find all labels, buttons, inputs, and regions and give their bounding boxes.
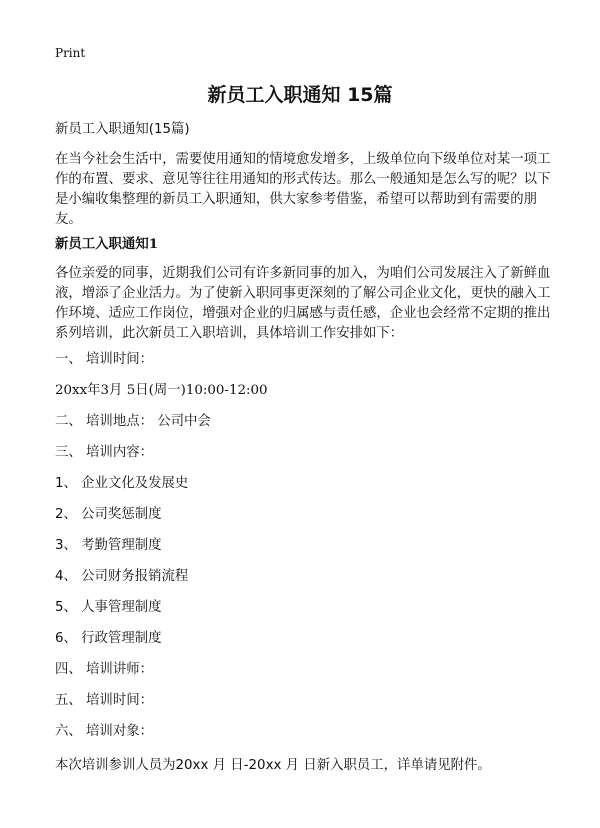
print-label: Print	[55, 46, 86, 60]
list-item: 6、 行政管理制度	[55, 631, 162, 646]
section-heading: 新员工入职通知1	[55, 236, 159, 252]
list-item: 二、 培训地点： 公司中会	[55, 414, 211, 429]
document-title: 新员工入职通知 15篇	[207, 84, 393, 106]
list-item: 四、 培训讲师：	[55, 662, 153, 677]
list-item: 1、 企业文化及发展史	[55, 476, 189, 491]
list-item: 六、 培训对象：	[55, 724, 153, 739]
list-item: 4、 公司财务报销流程	[55, 569, 189, 584]
list-item: 本次培训参训人员为20xx 月 日-20xx 月 日新入职员工，详单请见附件。	[55, 758, 491, 773]
list-item: 三、 培训内容：	[55, 445, 153, 460]
section-body-paragraph: 各位亲爱的同事，近期我们公司有许多新同事的加入，为咱们公司发展注入了新鲜血液，增添了企业活力。为了使新入职同事更深刻的了解公司企业文化，更快的融入工作环境、适应工作岗位，增强对企业的归属感与责任感，企业也会经常不定期的推出系列培训，此次新员工入职培训，具体培训工作安排如下：	[55, 266, 551, 341]
list-item: 2、 公司奖惩制度	[55, 507, 162, 522]
list-item: 一、 培训时间：	[55, 352, 153, 367]
list-item: 5、 人事管理制度	[55, 600, 162, 615]
list-item: 20xx年3月 5日(周一)10:00-12:00	[55, 383, 268, 398]
intro-paragraph: 在当今社会生活中，需要使用通知的情境愈发增多，上级单位向下级单位对某一项工作的布置、要求、意见等往往用通知的形式传达。那么一般通知是怎么写的呢？以下是小编收集整理的新员工入职通知，供大家参考借鉴，希望可以帮助到有需要的朋友。	[55, 152, 551, 227]
list-item: 3、 考勤管理制度	[55, 538, 162, 553]
document-subtitle: 新员工入职通知(15篇)	[55, 122, 190, 137]
list-item: 五、 培训时间：	[55, 693, 153, 708]
